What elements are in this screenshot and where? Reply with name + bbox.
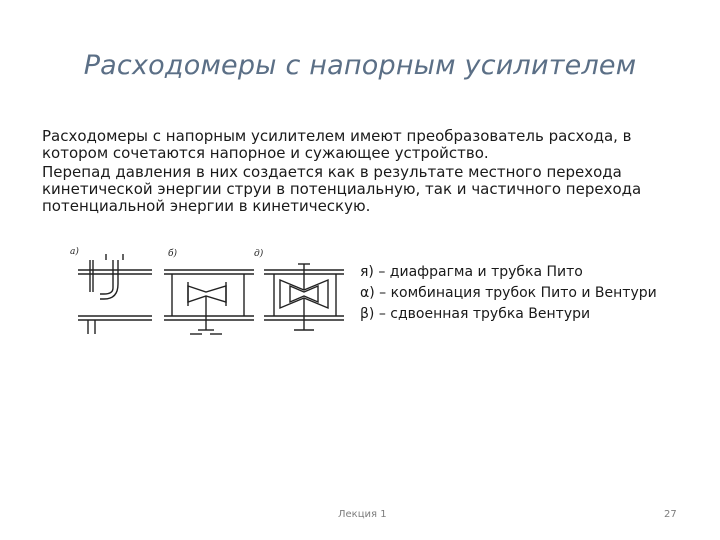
footer-page-number: 27 <box>664 509 677 520</box>
panel-a-diaphragm-pitot <box>78 254 152 334</box>
figure-legend <box>360 262 657 325</box>
panel-label-c: д) <box>254 249 264 259</box>
flowmeter-diagram <box>68 244 348 342</box>
slide-title: Расходомеры с напорным усилителем <box>83 50 637 81</box>
panel-c-double-venturi <box>264 264 344 330</box>
paragraph-2: Перепад давления в них создается как в результате местного перехода кинетической энергии струи в потенциальную, так и частичного перехода потенциальной энергии в кинетическую. <box>42 163 642 215</box>
panel-label-b: б) <box>168 249 178 259</box>
footer-lecture: Лекция 1 <box>338 509 387 520</box>
legend-item-b: α) – комбинация трубок Пито и Вентури <box>360 285 657 301</box>
panel-label-a: a) <box>70 247 79 257</box>
body-text <box>42 128 692 217</box>
legend-item-c: β) – сдвоенная трубка Вентури <box>360 306 591 322</box>
panel-b-pitot-venturi <box>164 270 254 334</box>
paragraph-1: Расходомеры с напорным усилителем имеют преобразователь расхода, в котором сочетаются напорное и сужающее устройство. <box>42 127 632 162</box>
legend-item-a: я) – диафрагма и трубка Пито <box>360 264 583 280</box>
